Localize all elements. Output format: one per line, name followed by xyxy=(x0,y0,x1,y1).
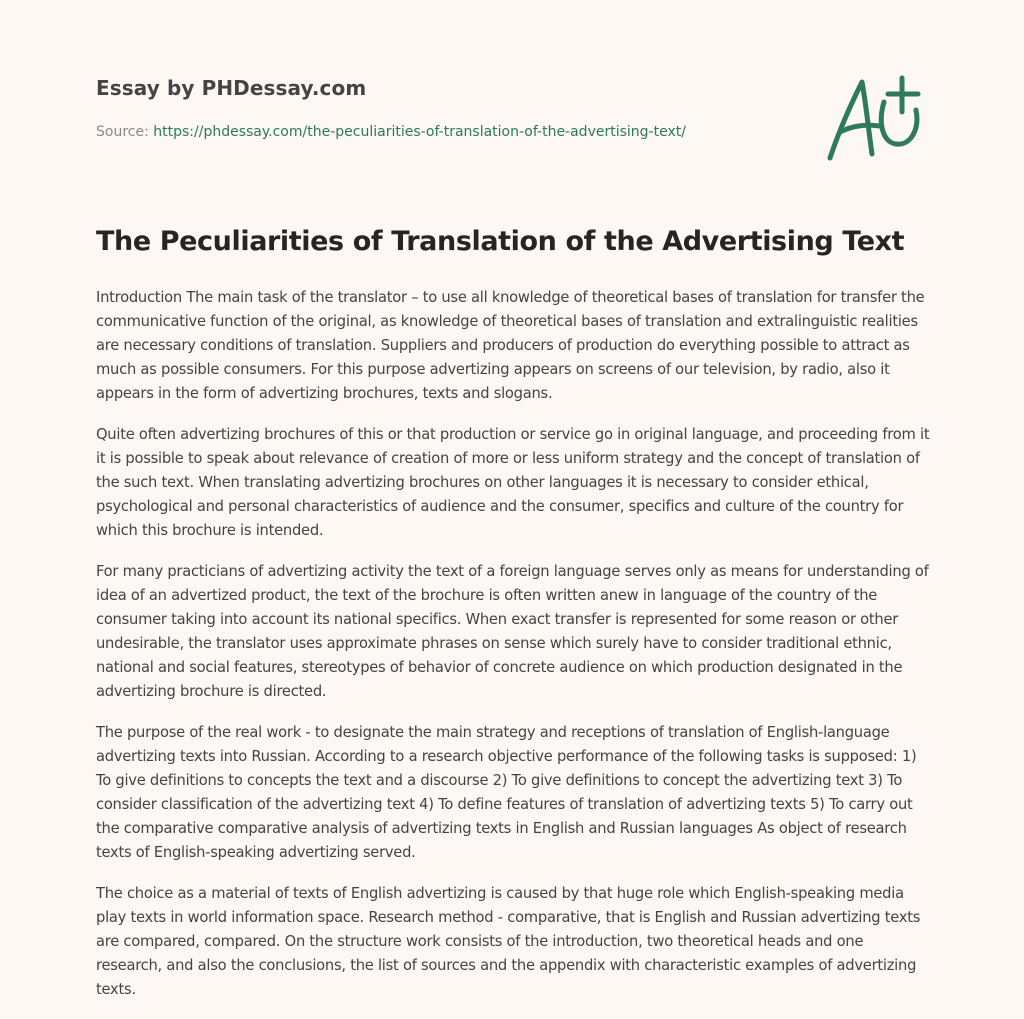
a-plus-grade-logo-icon xyxy=(820,66,930,166)
essay-paragraph: The choice as a material of texts of English advertizing is caused by that huge role which English-speaking media play texts in world information space. Research method - comparative, that is English and Russian advertizing texts are compared, compared. On the structure work consists of the introduction, two theoretical heads and one research, and also the conclusions, the list of sources and the appendix with characteristic examples of advertizing texts. xyxy=(96,885,921,998)
essay-paragraph: For many practicians of advertizing activity the text of a foreign language serves only as means for understanding of idea of an advertized product, the text of the brochure is often written anew in language of the country of the consumer taking into account its national specifics. When exact transfer is represented for some reason or other undesirable, the translator uses approximate phrases on sense which surely have to consider traditional ethnic, national and social features, stereotypes of behavior of concrete audience on which production designated in the advertizing brochure is directed. xyxy=(96,563,929,700)
essay-paragraph: Introduction The main task of the translator – to use all knowledge of theoretical bases of translation for transfer the communicative function of the original, as knowledge of theoretical bases of translation and extralinguistic realities are necessary conditions of translation. Suppliers and producers of production do everything possible to attract as much as possible consumers. For this purpose advertizing appears on screens of our television, by radio, also it appears in the form of advertizing brochures, texts and slogans. xyxy=(96,289,925,402)
source-link[interactable]: https://phdessay.com/the-peculiarities-of-translation-of-the-advertising-text/ xyxy=(153,124,686,140)
essay-title: The Peculiarities of Translation of the Advertising Text xyxy=(96,226,905,257)
site-title: Essay by PHDessay.com xyxy=(96,76,367,100)
essay-paragraph: The purpose of the real work - to designate the main strategy and receptions of translation of English-language advertizing texts into Russian. According to a research objective performance of the following tasks is supposed: 1) To give definitions to concepts the text and a discourse 2) To give definitions to concept the advertizing text 3) To consider classification of the advertizing text 4) To define features of translation of advertizing texts 5) To carry out the comparative comparative analysis of advertizing texts in English and Russian languages As object of research texts of English-speaking advertizing served. xyxy=(96,724,917,861)
essay-paragraph: Quite often advertizing brochures of this or that production or service go in original language, and proceeding from it it is possible to speak about relevance of creation of more or less uniform strategy and the concept of translation of the such text. When translating advertizing brochures on other languages it is necessary to consider ethical, psychological and personal characteristics of audience and the consumer, specifics and culture of the country for which this brochure is intended. xyxy=(96,426,930,539)
essay-body xyxy=(96,286,930,1019)
source-line xyxy=(96,124,686,140)
source-label: Source: xyxy=(96,124,154,140)
